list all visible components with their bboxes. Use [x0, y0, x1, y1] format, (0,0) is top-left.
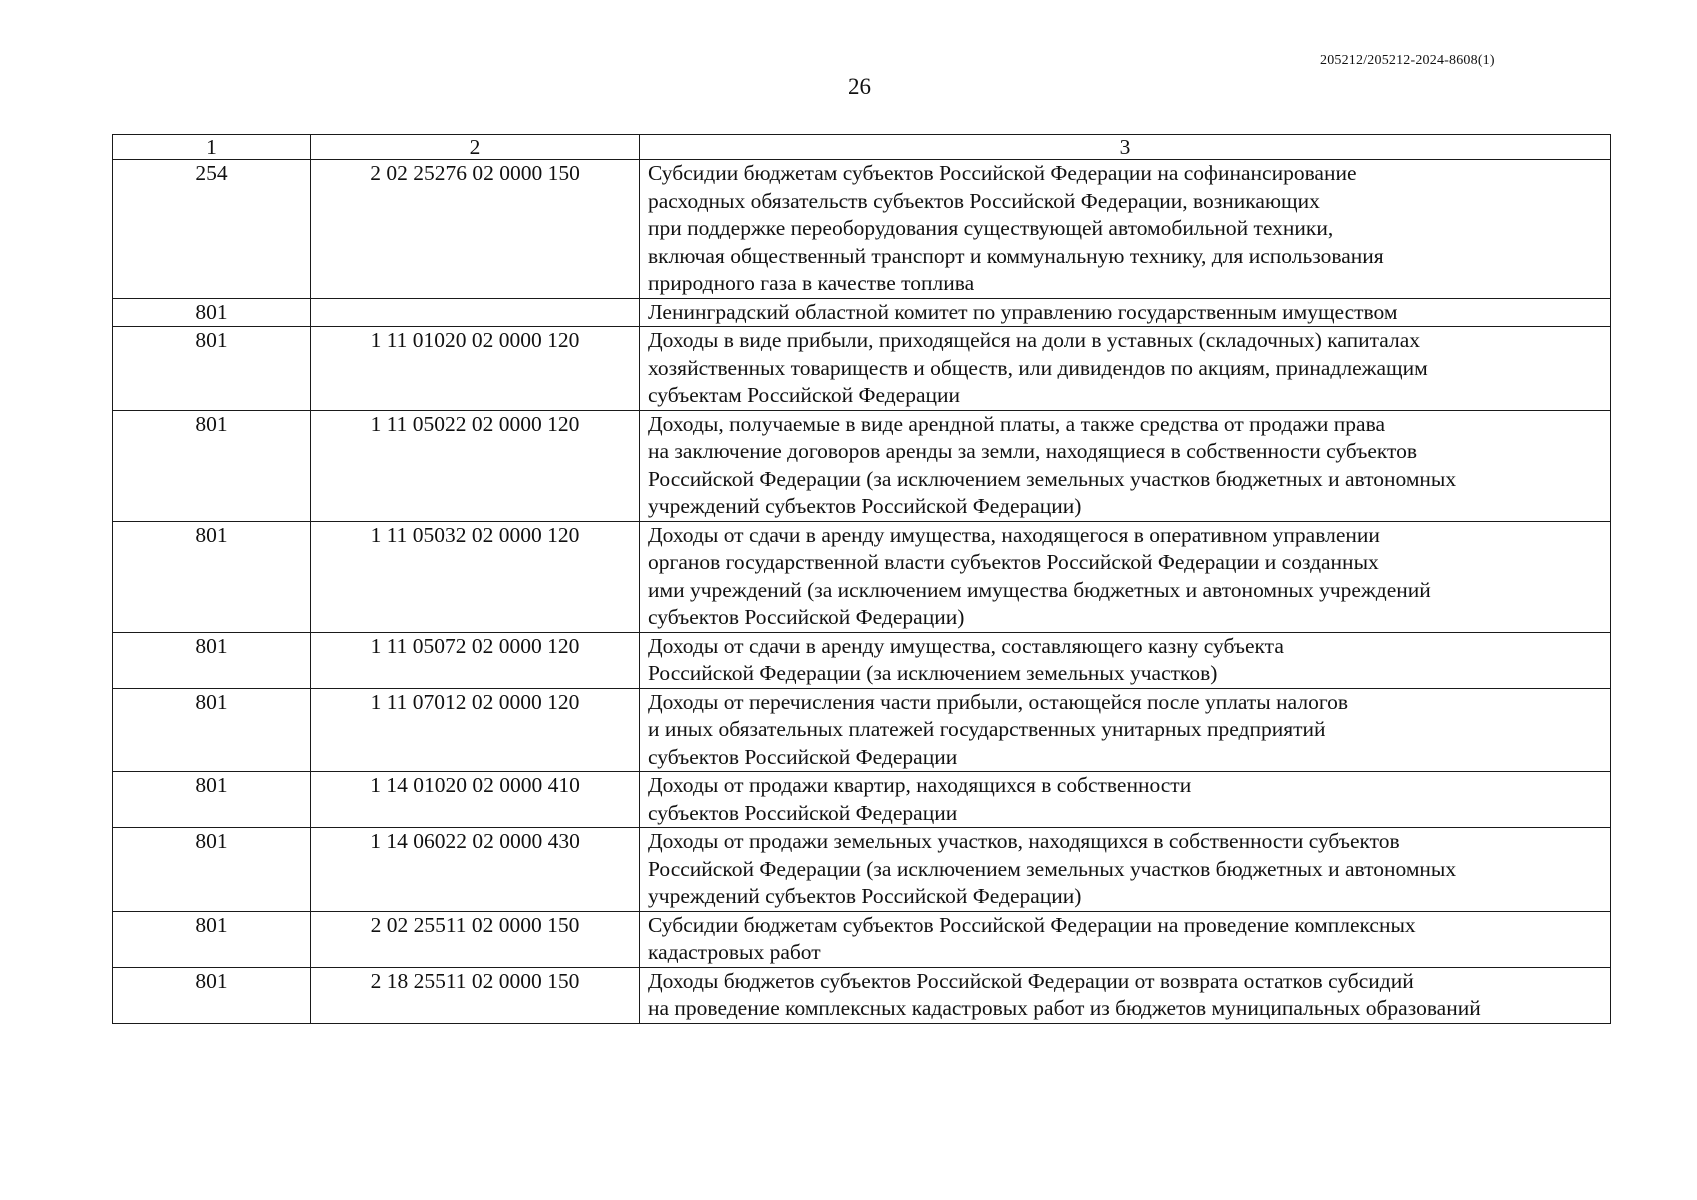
table-row [113, 521, 1611, 632]
description-line: субъектов Российской Федерации [648, 800, 958, 825]
description-cell [640, 967, 1611, 1023]
description-cell [640, 911, 1611, 967]
table-row [113, 772, 1611, 828]
description-cell [640, 410, 1611, 521]
description-cell [640, 632, 1611, 688]
revenue-code-cell: 1 11 05032 02 0000 120 [311, 521, 640, 632]
page-number: 26 [848, 74, 871, 99]
admin-code-cell: 801 [113, 828, 311, 912]
admin-code-cell: 801 [113, 521, 311, 632]
description-line: Доходы от сдачи в аренду имущества, составляющего казну субъекта [648, 633, 1284, 658]
description-cell [640, 828, 1611, 912]
description-line: природного газа в качестве топлива [648, 271, 975, 295]
description-line: на заключение договоров аренды за земли, находящиеся в собственности субъектов [648, 439, 1418, 463]
description-line: расходных обязательств субъектов Российской Федерации, возникающих [648, 188, 1320, 213]
description-cell [640, 521, 1611, 632]
table-row [113, 911, 1611, 967]
admin-code-cell: 801 [113, 327, 311, 411]
description-line: Российской Федерации (за исключением земельных участков бюджетных и автономных [648, 856, 1457, 881]
description-cell [640, 688, 1611, 772]
description-line: учреждений субъектов Российской Федерации) [648, 494, 1082, 518]
description-line: Доходы от продажи земельных участков, находящихся в собственности субъектов [648, 829, 1400, 853]
revenue-code-cell: 2 18 25511 02 0000 150 [311, 967, 640, 1023]
table-row [113, 298, 1611, 327]
table-row [113, 967, 1611, 1023]
description-line: субъектам Российской Федерации [648, 383, 961, 407]
description-line: хозяйственных товариществ и обществ, или дивидендов по акциям, принадлежащим [648, 355, 1428, 380]
description-line: Российской Федерации (за исключением земельных участков) [648, 661, 1218, 685]
description-cell [640, 327, 1611, 411]
revenue-code-cell: 2 02 25511 02 0000 150 [311, 911, 640, 967]
description-line: на проведение комплексных кадастровых работ из бюджетов муниципальных образований [648, 996, 1481, 1020]
description-line: ими учреждений (за исключением имущества бюджетных и автономных учреждений [648, 577, 1431, 602]
description-line: Субсидии бюджетам субъектов Российской Федерации на проведение комплексных [648, 912, 1416, 937]
admin-code-cell: 801 [113, 967, 311, 1023]
description-line: кадастровых работ [648, 940, 821, 964]
admin-code-cell: 801 [113, 772, 311, 828]
description-line: субъектов Российской Федерации) [648, 605, 965, 629]
table-row [113, 828, 1611, 912]
description-cell [640, 160, 1611, 299]
description-cell [640, 772, 1611, 828]
description-line: органов государственной власти субъектов Российской Федерации и созданных [648, 550, 1379, 574]
admin-code-cell: 801 [113, 632, 311, 688]
table-row [113, 410, 1611, 521]
description-line: Доходы от сдачи в аренду имущества, находящегося в оперативном управлении [648, 522, 1380, 547]
description-line: Доходы от продажи квартир, находящихся в собственности [648, 773, 1192, 797]
revenue-code-cell: 1 11 05072 02 0000 120 [311, 632, 640, 688]
revenue-code-cell [311, 298, 640, 327]
revenue-code-cell: 1 11 07012 02 0000 120 [311, 688, 640, 772]
revenue-code-cell: 1 14 01020 02 0000 410 [311, 772, 640, 828]
revenue-code-cell: 1 11 05022 02 0000 120 [311, 410, 640, 521]
admin-code-cell: 254 [113, 160, 311, 299]
revenue-code-cell: 2 02 25276 02 0000 150 [311, 160, 640, 299]
description-line: Доходы в виде прибыли, приходящейся на доли в уставных (складочных) капиталах [648, 328, 1421, 352]
table-row [113, 160, 1611, 299]
description-line: и иных обязательных платежей государственных унитарных предприятий [648, 717, 1326, 741]
table-body [113, 160, 1611, 1024]
column-header-3: 3 [640, 135, 1611, 160]
admin-code-cell: 801 [113, 298, 311, 327]
admin-code-cell: 801 [113, 911, 311, 967]
description-line: субъектов Российской Федерации [648, 744, 958, 769]
description-line: включая общественный транспорт и коммунальную технику, для использования [648, 243, 1384, 268]
description-line: Субсидии бюджетам субъектов Российской Федерации на софинансирование [648, 161, 1357, 185]
description-line: учреждений субъектов Российской Федерации) [648, 884, 1082, 908]
revenue-code-cell: 1 11 01020 02 0000 120 [311, 327, 640, 411]
description-cell [640, 298, 1611, 327]
revenue-codes-table [112, 134, 1611, 1024]
description-line: Ленинградский областной комитет по управлению государственным имуществом [648, 299, 1398, 324]
admin-code-cell: 801 [113, 688, 311, 772]
admin-code-cell: 801 [113, 410, 311, 521]
description-line: Доходы, получаемые в виде арендной платы, а также средства от продажи права [648, 411, 1385, 436]
description-line: Доходы бюджетов субъектов Российской Федерации от возврата остатков субсидий [648, 968, 1414, 993]
table-row [113, 327, 1611, 411]
document-id: 205212/205212-2024-8608(1) [1320, 53, 1495, 68]
description-line: при поддержке переоборудования существующей автомобильной техники, [648, 216, 1334, 240]
table-header-row [113, 135, 1611, 160]
table-row [113, 688, 1611, 772]
description-line: Российской Федерации (за исключением земельных участков бюджетных и автономных [648, 466, 1457, 491]
column-header-2: 2 [311, 135, 640, 160]
revenue-code-cell: 1 14 06022 02 0000 430 [311, 828, 640, 912]
column-header-1: 1 [113, 135, 311, 160]
description-line: Доходы от перечисления части прибыли, остающейся после уплаты налогов [648, 689, 1349, 714]
table-row [113, 632, 1611, 688]
